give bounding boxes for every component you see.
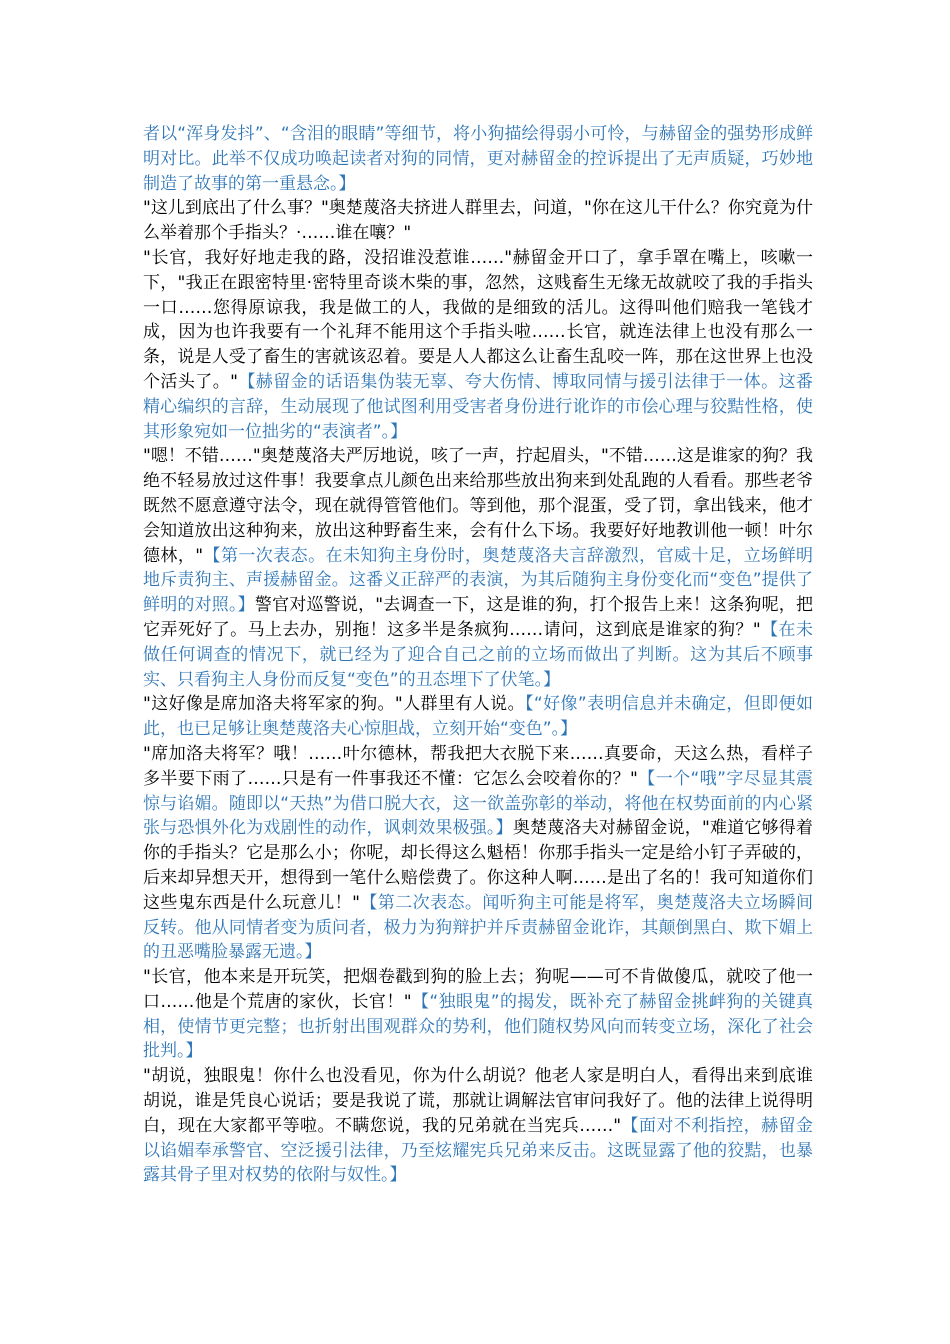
dialogue-text: "这好像是席加洛夫将军家的狗。"人群里有人说。 — [143, 694, 525, 715]
paragraph-4 — [143, 444, 813, 692]
paragraph-8 — [143, 1064, 813, 1188]
annotation: 【在未做任何调查的情况下，就已经为了迎合自己之前的立场而做出了判断。这为其后不顾事实、只看狗主人身份而反复“变色”的丑态埋下了伏笔。】 — [143, 619, 813, 690]
dialogue-text: "席加洛夫将军？哦！……叶尔德林，帮我把大衣脱下来……真要命，天这么热，看样子多半要下雨了……只是有一件事我还不懂：它怎么会咬着你的？" — [143, 743, 813, 789]
dialogue-text: 警官对巡警说，"去调查一下，这是谁的狗，打个报告上来！这条狗呢，把它弄死好了。马上去办，别拖！这多半是条疯狗……请问，这到底是谁家的狗？" — [143, 595, 814, 640]
paragraph-5 — [143, 692, 813, 742]
annotation: 【第一次表态。在未知狗主身份时，奥楚蔑洛夫言辞激烈，官威十足，立场鲜明地斥责狗主、声援赫留金。这番义正辞严的表演，为其后随狗主身份变化而“变色”提供了鲜明的对照。】 — [143, 545, 814, 616]
dialogue-text: "长官，我好好地走我的路，没招谁没惹谁……"赫留金开口了，拿手罩在嘴上，咳嗽一下，"我正在跟密特里·密特里奇谈木柴的事，忽然，这贱畜生无缘无故就咬了我的手指头一口……您得原谅我，我是做工的人，我做的是细致的活儿。这得叫他们赔我一笔钱才成，因为也许我要有一个礼拜不能用这个手指头啦……长官，就连法律上也没有那么一条，说是人受了畜生的害就该忍着。要是人人都这么让畜生乱咬一阵，那在这世界上也没个活头了。" — [143, 247, 813, 392]
paragraph-2 — [143, 196, 813, 246]
dialogue-text: "长官，他本来是开玩笑，把烟卷戳到狗的脸上去；狗呢——可不肯做傻瓜，就咬了他一口……他是个荒唐的家伙，长官！" — [143, 967, 813, 1012]
paragraph-1 — [143, 122, 813, 196]
annotation: 【一个“哦”字尽显其震惊与谄媚。随即以“天热”为借口脱大衣，这一欲盖弥彰的举动，将他在权势面前的内心紧张与恐惧外化为戏剧性的动作，讽刺效果极强。】 — [143, 768, 813, 839]
dialogue-text: "这儿到底出了什么事？"奥楚蔑洛夫挤进人群里去，问道，"你在这儿干什么？你究竟为什么举着那个手指头？·……谁在嚷？" — [143, 198, 813, 244]
document-body — [143, 122, 813, 1188]
dialogue-text: 奥楚蔑洛夫对赫留金说，"难道它够得着你的手指头？它是那么小；你呢，却长得这么魁梧！你那手指头一定是给小钉子弄破的，后来却异想天开，想得到一笔什么赔偿费了。你这种人啊……是出了名的！我可知道你们这些鬼东西是什么玩意儿！" — [143, 818, 813, 913]
annotation: 【“好像”表明信息并未确定，但即便如此，也已足够让奥楚蔑洛夫心惊胆战，立刻开始“变色”。】 — [143, 694, 813, 740]
annotation: 者以“浑身发抖”、“含泪的眼睛”等细节，将小狗描绘得弱小可怜，与赫留金的强势形成鲜明对比。此举不仅成功唤起读者对狗的同情，更对赫留金的控诉提出了无声质疑，巧妙地制造了故事的第一重悬念。】 — [143, 124, 813, 194]
paragraph-7 — [143, 965, 813, 1064]
paragraph-6 — [143, 742, 813, 965]
annotation: 【赫留金的话语集伪装无辜、夸大伤情、博取同情与援引法律于一体。这番精心编织的言辞，生动展现了他试图利用受害者身份进行讹诈的市侩心理与狡黠性格，使其形象宛如一位拙劣的“表演者”。】 — [143, 371, 813, 442]
annotation: 【第二次表态。闻听狗主可能是将军，奥楚蔑洛夫立场瞬间反转。他从同情者变为质问者，极力为狗辩护并斥责赫留金讹诈，其颠倒黑白、欺下媚上的丑恶嘴脸暴露无遗。】 — [143, 892, 814, 963]
annotation: 【面对不利指控，赫留金以谄媚奉承警官、空泛援引法律，乃至炫耀宪兵兄弟来反击。这既显露了他的狡黠，也暴露其骨子里对权势的依附与奴性。】 — [143, 1115, 814, 1186]
paragraph-3 — [143, 246, 813, 444]
dialogue-text: "胡说，独眼鬼！你什么也没看见，你为什么胡说？他老人家是明白人，看得出来到底谁胡说，谁是凭良心说话；要是我说了谎，那就让调解法官审问我好了。他的法律上说得明白，现在大家都平等啦。不瞒您说，我的兄弟就在当宪兵……" — [143, 1066, 813, 1136]
dialogue-text: "嗯！不错……"奥楚蔑洛夫严厉地说，咳了一声，拧起眉头，"不错……这是谁家的狗？我绝不轻易放过这件事！我要拿点儿颜色出来给那些放出狗来到处乱跑的人看看。那些老爷既然不愿意遵守法令，现在就得管管他们。等到他，那个混蛋，受了罚，拿出钱来，他才会知道放出这种狗来，放出这种野畜生来，会有什么下场。我要好好地教训他一顿！叶尔德林，" — [143, 446, 813, 566]
annotation: 【“独眼鬼”的揭发，既补充了赫留金挑衅狗的关键真相，使情节更完整；也折射出围观群众的势利，他们随权势风向而转变立场，深化了社会批判。】 — [143, 991, 813, 1062]
